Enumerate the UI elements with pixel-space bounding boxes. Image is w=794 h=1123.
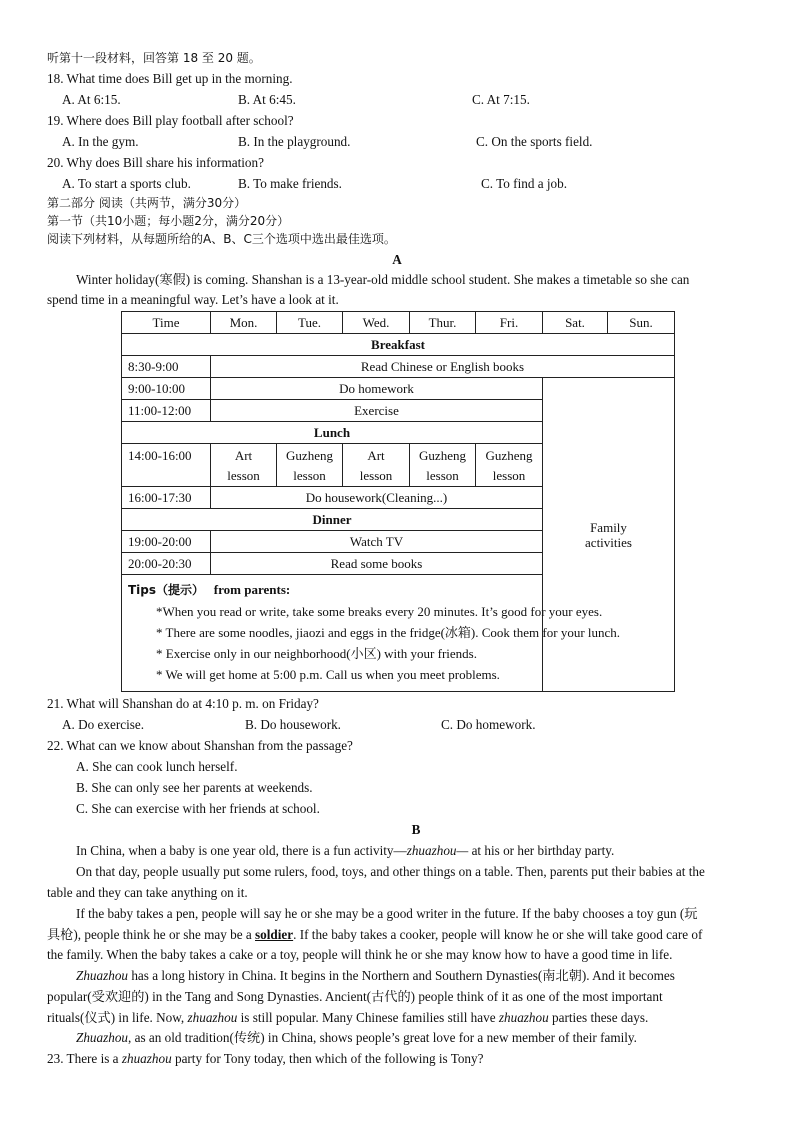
- passage-b-p4-line2: popular(受欢迎的) in the Tang and Song Dynasties. Ancient(古代的) people think of it as one of the most important: [47, 989, 663, 1004]
- lesson-mon: Art lesson: [211, 444, 277, 487]
- header-fri: Fri.: [476, 312, 543, 334]
- q23-stem: 23. There is a zhuazhou party for Tony today, then which of the following is Tony?: [47, 1051, 484, 1066]
- listening-instruction: 听第十一段材料，回答第 18 至 20 题。: [47, 51, 261, 65]
- q20-option-b[interactable]: B. To make friends.: [238, 176, 342, 191]
- row7-activity: Read some books: [211, 553, 543, 575]
- passage-a-intro-line2: spend time in a meaningful way. Let’s have a look at it.: [47, 292, 339, 307]
- row5-time: 16:00-17:30: [122, 487, 211, 509]
- reading-instruction: 阅读下列材料，从每题所给的A、B、C三个选项中选出最佳选项。: [47, 232, 396, 246]
- tip-item: * There are some noodles, jiaozi and eggs in the fridge(冰箱). Cook them for your lunch.: [156, 625, 621, 640]
- passage-b-label: B: [411, 822, 421, 837]
- reading-section-title: 第一节（共10小题；每小题2分，满分20分）: [47, 214, 290, 228]
- tips-box: [122, 575, 675, 692]
- lunch-row: Lunch: [122, 422, 543, 444]
- row3-time: 11:00-12:00: [122, 400, 211, 422]
- row2-time: 9:00-10:00: [122, 378, 211, 400]
- passage-b-p1: In China, when a baby is one year old, there is a fun activity—zhuazhou— at his or her birthday party.: [76, 843, 615, 858]
- q22-option-c[interactable]: C. She can exercise with her friends at school.: [76, 801, 320, 816]
- timetable-header-row: [122, 312, 675, 334]
- reading-part-title: 第二部分 阅读（共两节，满分30分）: [47, 196, 247, 210]
- row4-time: 14:00-16:00: [122, 444, 211, 487]
- q18-stem: 18. What time does Bill get up in the morning.: [47, 71, 293, 86]
- row1-activity: Read Chinese or English books: [211, 356, 675, 378]
- lesson-tue: Guzheng lesson: [277, 444, 343, 487]
- row3-activity: Exercise: [211, 400, 543, 422]
- passage-b-p2-line1: On that day, people usually put some rulers, food, toys, and other things on a table. Then, parents put their babies at the: [76, 864, 705, 879]
- passage-b-p4-line1: Zhuazhou has a long history in China. It begins in the Northern and Southern Dynasties(南北朝). And it becomes: [76, 968, 675, 983]
- row6-activity: Watch TV: [211, 531, 543, 553]
- passage-a-label: A: [392, 252, 402, 267]
- lesson-wed: Art lesson: [343, 444, 410, 487]
- header-tue: Tue.: [277, 312, 343, 334]
- row1-time: 8:30-9:00: [122, 356, 211, 378]
- q19-stem: 19. Where does Bill play football after school?: [47, 113, 294, 128]
- passage-b-p5: Zhuazhou, as an old tradition(传统) in China, shows people’s great love for a new member of their family.: [76, 1030, 637, 1045]
- passage-b-p3-line2: 具枪), people think he or she may be a soldier. If the baby takes a cooker, people will know he or she will take good care of: [47, 927, 703, 942]
- lesson-fri: Guzheng lesson: [476, 444, 543, 487]
- breakfast-row: Breakfast: [122, 334, 675, 356]
- header-sun: Sun.: [608, 312, 675, 334]
- passage-b-p4-line3: rituals(仪式) in life. Now, zhuazhou is still popular. Many Chinese families still have zhuazhou parties these days.: [47, 1010, 649, 1025]
- passage-b-p2-line2: table and they can take anything on it.: [47, 885, 248, 900]
- passage-b-p3-line1: If the baby takes a pen, people will say he or she may be a good writer in the future. If the baby chooses a toy gun (玩: [76, 906, 698, 921]
- weekend-family-activities: Family activities: [543, 378, 675, 692]
- tip-item: * Exercise only in our neighborhood(小区) with your friends.: [156, 646, 477, 661]
- lesson-thur: Guzheng lesson: [410, 444, 476, 487]
- q19-option-c[interactable]: C. On the sports field.: [476, 134, 593, 149]
- row6-time: 19:00-20:00: [122, 531, 211, 553]
- q21-option-a[interactable]: A. Do exercise.: [62, 717, 145, 732]
- tip-item: * We will get home at 5:00 p.m. Call us when you meet problems.: [156, 667, 500, 682]
- row2-activity: Do homework: [211, 378, 543, 400]
- timetable: [121, 311, 675, 692]
- header-thur: Thur.: [410, 312, 476, 334]
- row5-activity: Do housework(Cleaning...): [211, 487, 543, 509]
- word-soldier: soldier: [255, 927, 294, 942]
- q20-stem: 20. Why does Bill share his information?: [47, 155, 264, 170]
- q21-option-c[interactable]: C. Do homework.: [441, 717, 536, 732]
- header-sat: Sat.: [543, 312, 608, 334]
- header-wed: Wed.: [343, 312, 410, 334]
- q22-option-a[interactable]: A. She can cook lunch herself.: [76, 759, 238, 774]
- q20-option-a[interactable]: A. To start a sports club.: [62, 176, 191, 191]
- q21-option-b[interactable]: B. Do housework.: [245, 717, 341, 732]
- passage-a-intro-line1: Winter holiday(寒假) is coming. Shanshan is a 13-year-old middle school student. She makes a timetable so she can: [76, 272, 690, 287]
- q19-option-b[interactable]: B. In the playground.: [238, 134, 351, 149]
- dinner-row: Dinner: [122, 509, 543, 531]
- q21-stem: 21. What will Shanshan do at 4:10 p. m. on Friday?: [47, 696, 319, 711]
- q22-option-b[interactable]: B. She can only see her parents at weekends.: [76, 780, 313, 795]
- q20-option-c[interactable]: C. To find a job.: [481, 176, 568, 191]
- passage-b-p3-line3: the family. When the baby takes a cake or a toy, people will think he or she may know how to have a good time in life.: [47, 947, 673, 962]
- q18-option-a[interactable]: A. At 6:15.: [62, 92, 121, 107]
- header-time: Time: [122, 312, 211, 334]
- tip-item: *When you read or write, take some breaks every 20 minutes. It’s good for your eyes.: [156, 604, 603, 619]
- tips-heading: Tips（提示） from parents:: [128, 582, 291, 597]
- header-mon: Mon.: [211, 312, 277, 334]
- q18-option-c[interactable]: C. At 7:15.: [472, 92, 530, 107]
- q19-option-a[interactable]: A. In the gym.: [62, 134, 139, 149]
- q18-option-b[interactable]: B. At 6:45.: [238, 92, 296, 107]
- row7-time: 20:00-20:30: [122, 553, 211, 575]
- q22-stem: 22. What can we know about Shanshan from the passage?: [47, 738, 353, 753]
